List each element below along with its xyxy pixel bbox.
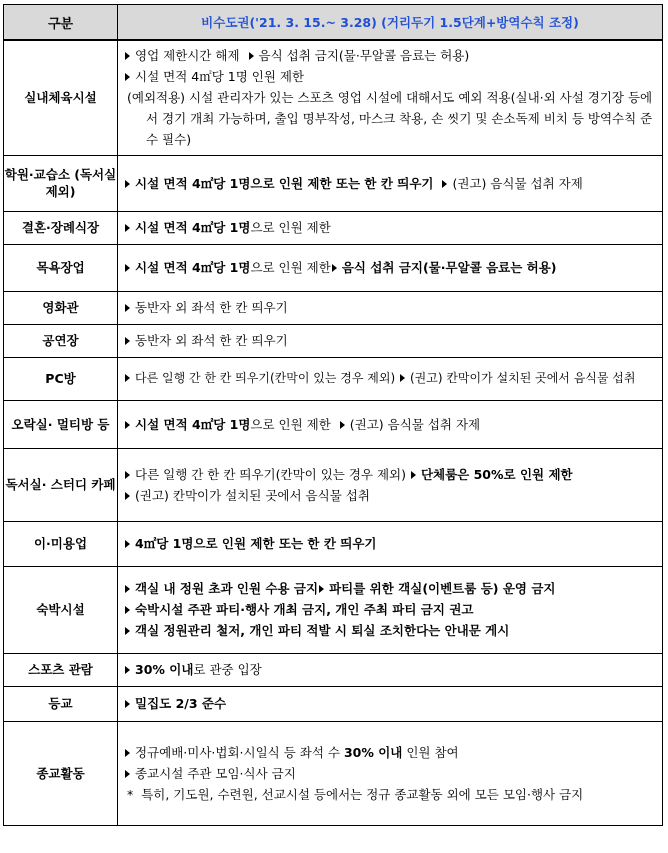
list-item: 정규예배·미사·법회·시일식 등 좌석 수 30% 이내 인원 참여 — [124, 742, 656, 763]
list-item: 다른 일행 간 한 칸 띄우기(칸막이 있는 경우 제외) (권고) 칸막이가 설치된 곳에서 음식물 섭취 — [124, 368, 656, 389]
row-content-lodging — [118, 566, 663, 653]
bullet-triangle-icon — [125, 304, 130, 312]
list-item: 객실 정원관리 철저, 개인 파티 적발 시 퇴실 조치한다는 안내문 게시 — [124, 620, 656, 641]
table-row — [4, 400, 663, 448]
list-item: 시설 면적 4㎡당 1명으로 인원 제한 음식 섭취 금지(물·무알콜 음료는 허용) — [124, 257, 656, 278]
row-category-cinema: 영화관 — [4, 291, 118, 324]
row-category-indoor-sports: 실내체육시설 — [4, 40, 118, 155]
bullet-triangle-icon — [125, 471, 130, 479]
table-row — [4, 324, 663, 357]
row-category-sports-viewing: 스포츠 관람 — [4, 653, 118, 686]
header-category: 구분 — [4, 5, 118, 41]
bullet-triangle-icon — [125, 374, 130, 382]
bullet-triangle-icon — [125, 73, 130, 81]
bullet-triangle-icon — [125, 421, 130, 429]
bullet-triangle-icon — [125, 180, 130, 188]
bullet-triangle-icon — [125, 337, 130, 345]
table-header-row — [4, 5, 663, 41]
bullet-triangle-icon — [340, 421, 345, 429]
list-item: 숙박시설 주관 파티·행사 개최 금지, 개인 주최 파티 금지 권고 — [124, 599, 656, 620]
bullet-triangle-icon — [125, 749, 130, 757]
row-content-school-attendance — [118, 686, 663, 721]
row-content-study-cafe — [118, 448, 663, 521]
bullet-triangle-icon — [125, 666, 130, 674]
bullet-triangle-icon — [125, 52, 130, 60]
row-category-lodging: 숙박시설 — [4, 566, 118, 653]
list-item: 영업 제한시간 해제 음식 섭취 금지(물·무알콜 음료는 허용) — [124, 45, 656, 66]
table-row — [4, 40, 663, 155]
table-row — [4, 291, 663, 324]
row-content-wedding-funeral — [118, 211, 663, 244]
quarantine-rules-table-wrapper — [3, 4, 663, 826]
row-content-theater — [118, 324, 663, 357]
table-row — [4, 521, 663, 566]
row-content-bathhouse — [118, 244, 663, 291]
row-content-religious — [118, 721, 663, 825]
list-item: 시설 면적 4㎡당 1명으로 인원 제한 (권고) 음식물 섭취 자제 — [124, 414, 656, 435]
row-content-academy — [118, 155, 663, 211]
list-item: 시설 면적 4㎡당 1명으로 인원 제한 또는 한 칸 띄우기 (권고) 음식물 섭취 자제 — [124, 173, 656, 194]
row-category-pc-room: PC방 — [4, 357, 118, 400]
table-row — [4, 721, 663, 825]
list-item: 객실 내 정원 초과 인원 수용 금지 파티를 위한 객실(이벤트룸 등) 운영 금지 — [124, 578, 656, 599]
table-row — [4, 448, 663, 521]
bullet-triangle-icon — [125, 770, 130, 778]
list-item: 4㎡당 1명으로 인원 제한 또는 한 칸 띄우기 — [124, 533, 656, 554]
bullet-triangle-icon — [125, 540, 130, 548]
table-row — [4, 653, 663, 686]
bullet-triangle-icon — [249, 52, 254, 60]
quarantine-rules-table — [3, 4, 663, 826]
list-item: 밀집도 2/3 준수 — [124, 693, 656, 714]
bullet-triangle-icon — [125, 492, 130, 500]
bullet-triangle-icon — [125, 606, 130, 614]
header-region-period: 비수도권('21. 3. 15.~ 3.28) (거리두기 1.5단계+방역수칙 조정) — [118, 5, 663, 41]
bullet-triangle-icon — [125, 224, 130, 232]
bullet-triangle-icon — [125, 585, 130, 593]
list-item-exception: (예외적용) 시설 관리자가 있는 스포츠 영업 시설에 대해서도 예외 적용(실내·외 사설 경기장 등에서 경기 개최 가능하며, 출입 명부작성, 마스크 착용, 손 씻기 및 손소독제 비치 등 방역수칙 준수 필수) — [127, 90, 653, 148]
row-category-arcade-multiroom: 오락실· 멀티방 등 — [4, 400, 118, 448]
row-category-beauty-salon: 이·미용업 — [4, 521, 118, 566]
row-content-pc-room — [118, 357, 663, 400]
table-row — [4, 244, 663, 291]
table-row — [4, 357, 663, 400]
list-item: 종교시설 주관 모임·식사 금지 — [124, 763, 656, 784]
bullet-triangle-icon — [411, 471, 416, 479]
bullet-triangle-icon — [319, 585, 324, 593]
bullet-triangle-icon — [442, 180, 447, 188]
table-row — [4, 566, 663, 653]
row-category-bathhouse: 목욕장업 — [4, 244, 118, 291]
table-row — [4, 155, 663, 211]
row-content-indoor-sports — [118, 40, 663, 155]
row-category-study-cafe: 독서실· 스터디 카페 — [4, 448, 118, 521]
row-category-academy: 학원·교습소 (독서실 제외) — [4, 155, 118, 211]
row-category-religious: 종교활동 — [4, 721, 118, 825]
bullet-triangle-icon — [400, 374, 405, 382]
list-item: 다른 일행 간 한 칸 띄우기(칸막이 있는 경우 제외) 단체룸은 50%로 인원 제한 — [124, 464, 656, 485]
list-item: 동반자 외 좌석 한 칸 띄우기 — [124, 330, 656, 351]
bullet-triangle-icon — [125, 627, 130, 635]
row-category-wedding-funeral: 결혼·장례식장 — [4, 211, 118, 244]
row-category-school-attendance: 등교 — [4, 686, 118, 721]
list-item: 시설 면적 4㎡당 1명으로 인원 제한 — [124, 217, 656, 238]
row-content-sports-viewing — [118, 653, 663, 686]
row-category-theater: 공연장 — [4, 324, 118, 357]
table-row — [4, 211, 663, 244]
bullet-triangle-icon — [125, 700, 130, 708]
bullet-triangle-icon — [125, 264, 130, 272]
list-item: 시설 면적 4㎡당 1명 인원 제한 — [124, 66, 656, 87]
list-item-note: * 특히, 기도원, 수련원, 선교시설 등에서는 정규 종교활동 외에 모든 모임·행사 금지 — [127, 786, 584, 802]
row-content-beauty-salon — [118, 521, 663, 566]
list-item: 30% 이내로 관중 입장 — [124, 659, 656, 680]
table-row — [4, 686, 663, 721]
list-item: (권고) 칸막이가 설치된 곳에서 음식물 섭취 — [124, 485, 656, 506]
list-item: 동반자 외 좌석 한 칸 띄우기 — [124, 297, 656, 318]
bullet-triangle-icon — [332, 264, 337, 272]
row-content-arcade-multiroom — [118, 400, 663, 448]
row-content-cinema — [118, 291, 663, 324]
